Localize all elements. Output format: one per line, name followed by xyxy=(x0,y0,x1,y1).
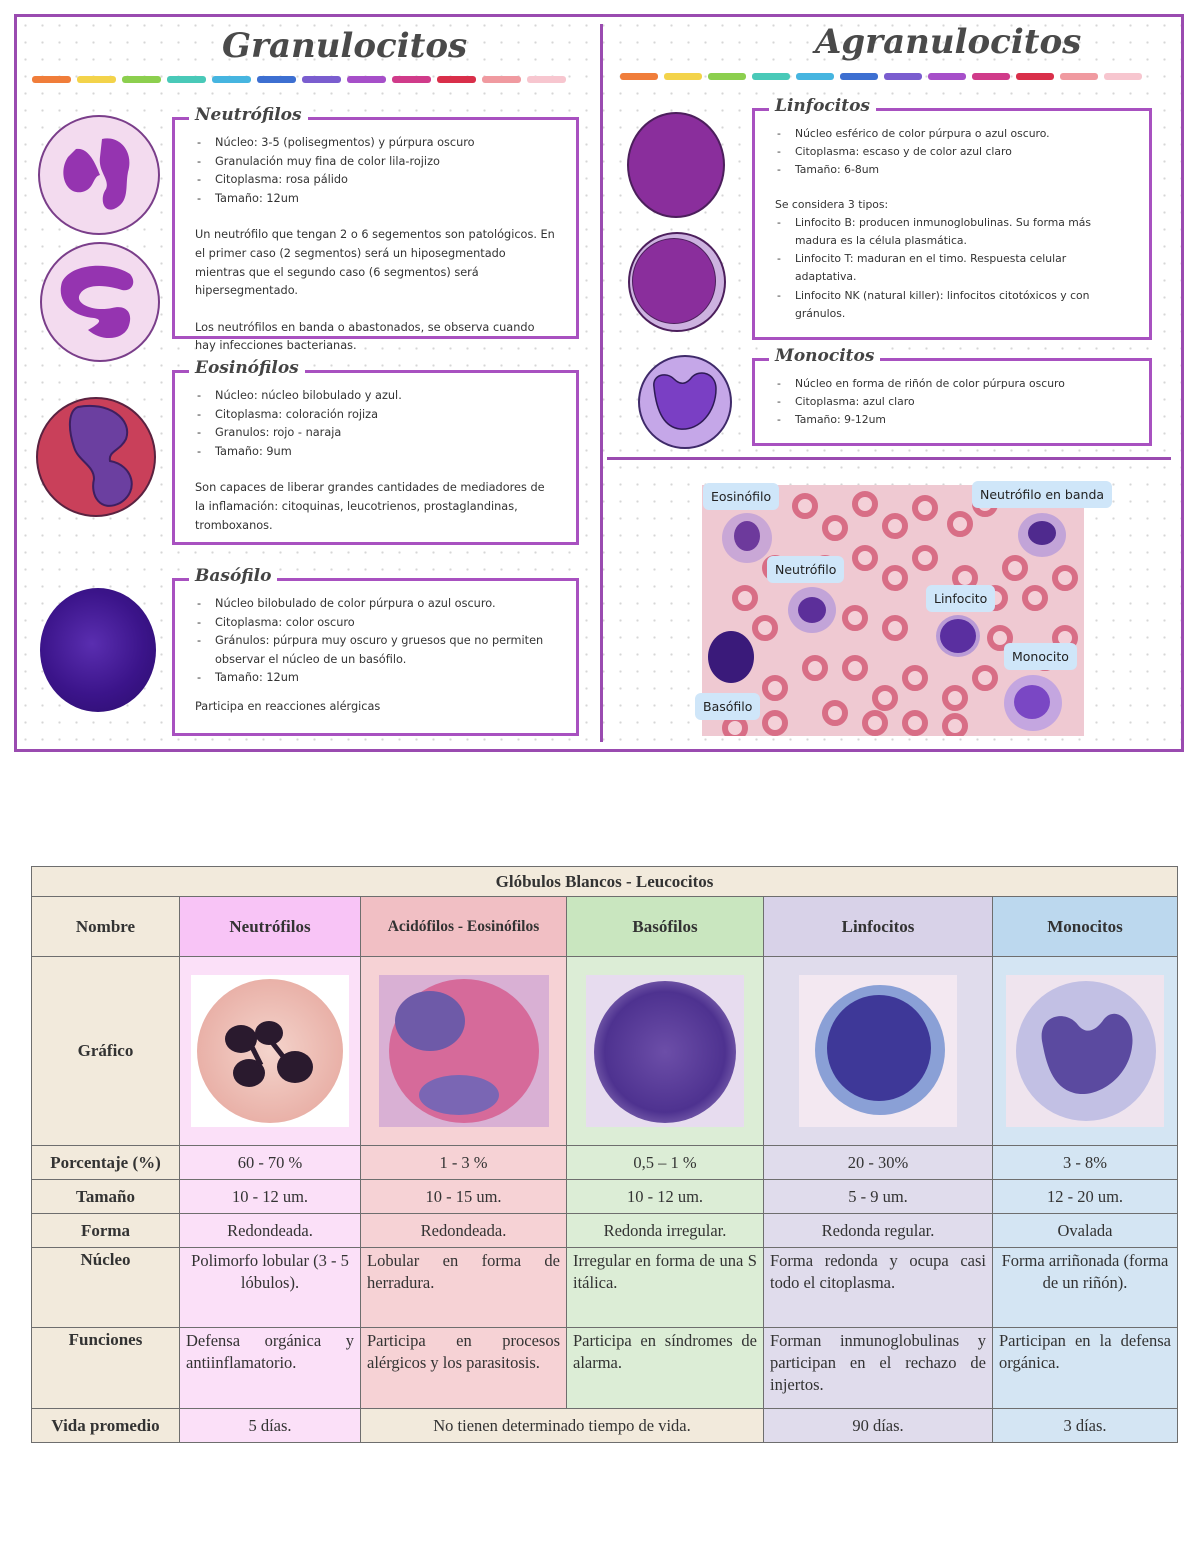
color-strip-segment xyxy=(752,73,790,80)
red-blood-cell xyxy=(822,515,848,541)
basofilo-subtitle: Basófilo xyxy=(189,567,277,586)
color-strip-segment xyxy=(620,73,658,80)
color-strip-segment xyxy=(664,73,702,80)
red-blood-cell xyxy=(972,665,998,691)
color-strip-segment xyxy=(437,76,476,83)
red-blood-cell xyxy=(862,710,888,736)
section-divider xyxy=(607,457,1171,460)
linfocitos-item: - Citoplasma: escaso y de color azul claro xyxy=(775,143,1131,161)
eosinofilos-item: - Tamaño: 9um xyxy=(195,443,558,462)
red-blood-cell xyxy=(792,493,818,519)
vida-neutrofilos: 5 días. xyxy=(180,1409,361,1443)
row-label-forma: Forma xyxy=(32,1214,180,1248)
monocitos-subtitle: Monocitos xyxy=(769,347,880,365)
label-neutrofilo-banda: Neutrófilo en banda xyxy=(972,481,1112,508)
basophil-cell xyxy=(708,631,754,683)
basofilo-item: - Núcleo bilobulado de color púrpura o azul oscuro. xyxy=(195,595,558,614)
basofilo-paragraph: Participa en reacciones alérgicas xyxy=(195,699,381,713)
red-blood-cell xyxy=(942,685,968,711)
color-strip-segment xyxy=(884,73,922,80)
table-row-tamano xyxy=(32,1180,1178,1214)
red-blood-cell xyxy=(912,545,938,571)
color-strip-segment xyxy=(527,76,566,83)
linfocitos-box xyxy=(752,96,1152,340)
color-strip-segment xyxy=(257,76,296,83)
eosinofilos-paragraph: Son capaces de liberar grandes cantidades de mediadores de la inflamación: citoquinas, leucotrienos, prostaglandinas, tromboxanos. xyxy=(195,481,545,532)
basofilo-box xyxy=(172,566,579,736)
row-label-grafico: Gráfico xyxy=(32,957,180,1146)
red-blood-cell xyxy=(822,700,848,726)
basofilo-item: - Citoplasma: color oscuro xyxy=(195,614,558,633)
leucocitos-table xyxy=(31,866,1178,1443)
red-blood-cell xyxy=(842,655,868,681)
grafico-monocito xyxy=(993,957,1178,1146)
nucleo-basofilos: Irregular en forma de una S itálica. xyxy=(567,1248,764,1328)
red-blood-cell xyxy=(1002,555,1028,581)
porcentaje-neutrofilos: 60 - 70 % xyxy=(180,1146,361,1180)
row-label-vida: Vida promedio xyxy=(32,1409,180,1443)
neutrofilos-paragraph-2: Los neutrófilos en banda o abastonados, se observa cuando hay infecciones bacterianas. xyxy=(195,320,535,353)
label-monocito: Monocito xyxy=(1004,643,1077,670)
red-blood-cell xyxy=(882,615,908,641)
row-label-porcentaje: Porcentaje (%) xyxy=(32,1146,180,1180)
row-label-tamano: Tamaño xyxy=(32,1180,180,1214)
linfocitos-item: - Tamaño: 6-8um xyxy=(775,161,1131,179)
porcentaje-linfocitos: 20 - 30% xyxy=(764,1146,993,1180)
tamano-neutrofilos: 10 - 12 um. xyxy=(180,1180,361,1214)
funciones-basofilos: Participa en síndromes de alarma. xyxy=(567,1328,764,1409)
eosinofilo-illustration xyxy=(36,397,156,517)
neutrofilos-paragraph: Un neutrófilo que tengan 2 o 6 segementos son patológicos. En el primer caso (2 segmentos) será un hiposegmentado mientras que el segundo caso (6 segmentos) será hipersegmentado. xyxy=(195,228,555,298)
neutrophil-cell xyxy=(788,587,836,633)
color-strip-segment xyxy=(1060,73,1098,80)
eosinofilos-item: - Granulos: rojo - naraja xyxy=(195,424,558,443)
color-strip-segment xyxy=(32,76,71,83)
basofilo-item: - Tamaño: 12um xyxy=(195,669,558,688)
monocito-illustration xyxy=(638,355,732,449)
nucleo-eosinofilos: Lobular en forma de herradura. xyxy=(361,1248,567,1328)
neutrofilo-banda-illustration xyxy=(40,242,160,362)
header-eosinofilos: Acidófilos - Eosinófilos xyxy=(361,897,567,957)
red-blood-cell xyxy=(852,491,878,517)
table-row-forma xyxy=(32,1214,1178,1248)
funciones-monocitos: Participan en la defensa orgánica. xyxy=(993,1328,1178,1409)
color-strip-segment xyxy=(708,73,746,80)
linfocitos-type: - Linfocito T: maduran en el timo. Respuesta celular adaptativa. xyxy=(775,250,1131,286)
color-strip-segment xyxy=(347,76,386,83)
linfocitos-intro: Se considera 3 tipos: xyxy=(775,197,889,211)
color-strip-segment xyxy=(167,76,206,83)
basofilo-item: - Gránulos: púrpura muy oscuro y gruesos que no permiten observar el núcleo de un basófilo. xyxy=(195,632,558,669)
label-linfocito: Linfocito xyxy=(926,585,995,612)
table-row-grafico xyxy=(32,957,1178,1146)
red-blood-cell xyxy=(842,605,868,631)
linfocitos-item: - Núcleo esférico de color púrpura o azul oscuro. xyxy=(775,125,1131,143)
table-caption: Glóbulos Blancos - Leucocitos xyxy=(32,867,1178,897)
nucleo-monocitos: Forma arriñonada (forma de un riñón). xyxy=(993,1248,1178,1328)
lymphocyte-cell xyxy=(936,615,980,657)
color-strip-segment xyxy=(840,73,878,80)
red-blood-cell xyxy=(947,511,973,537)
monocyte-cell xyxy=(1004,675,1062,731)
vida-linfocitos: 90 días. xyxy=(764,1409,993,1443)
red-blood-cell xyxy=(942,713,968,736)
monocitos-item: - Citoplasma: azul claro xyxy=(775,393,1131,411)
linfocitos-type: - Linfocito NK (natural killer): linfocitos citotóxicos y con gránulos. xyxy=(775,287,1131,323)
porcentaje-monocitos: 3 - 8% xyxy=(993,1146,1178,1180)
red-blood-cell xyxy=(762,710,788,736)
nucleo-linfocitos: Forma redonda y ocupa casi todo el citoplasma. xyxy=(764,1248,993,1328)
forma-linfocitos: Redonda regular. xyxy=(764,1214,993,1248)
color-strip-segment xyxy=(972,73,1010,80)
color-strip-segment xyxy=(212,76,251,83)
eosinophil-cell xyxy=(722,513,772,563)
neutrofilo-illustration xyxy=(38,115,160,235)
funciones-eosinofilos: Participa en procesos alérgicos y los parasitosis. xyxy=(361,1328,567,1409)
color-strip-segment xyxy=(482,76,521,83)
color-strip-segment xyxy=(302,76,341,83)
grafico-neutrofilo xyxy=(180,957,361,1146)
red-blood-cell xyxy=(802,655,828,681)
forma-eosinofilos: Redondeada. xyxy=(361,1214,567,1248)
color-strip-segment xyxy=(392,76,431,83)
table-row-funciones xyxy=(32,1328,1178,1409)
linfocitos-subtitle: Linfocitos xyxy=(769,97,876,115)
nucleo-neutrofilos: Polimorfo lobular (3 - 5 lóbulos). xyxy=(180,1248,361,1328)
label-basofilo: Basófilo xyxy=(695,693,760,720)
porcentaje-basofilos: 0,5 – 1 % xyxy=(567,1146,764,1180)
red-blood-cell xyxy=(902,665,928,691)
tamano-eosinofilos: 10 - 15 um. xyxy=(361,1180,567,1214)
red-blood-cell xyxy=(902,710,928,736)
color-strip-segment xyxy=(1016,73,1054,80)
porcentaje-eosinofilos: 1 - 3 % xyxy=(361,1146,567,1180)
vida-eosinofilos-basofilos: No tienen determinado tiempo de vida. xyxy=(361,1409,764,1443)
column-divider xyxy=(600,24,603,742)
tamano-linfocitos: 5 - 9 um. xyxy=(764,1180,993,1214)
eosinofilos-item: - Núcleo: núcleo bilobulado y azul. xyxy=(195,387,558,406)
red-blood-cell xyxy=(872,685,898,711)
table-row-nucleo xyxy=(32,1248,1178,1328)
red-blood-cell xyxy=(732,585,758,611)
neutrofilos-item: - Granulación muy fina de color lila-rojizo xyxy=(195,153,558,172)
red-blood-cell xyxy=(912,495,938,521)
red-blood-cell xyxy=(882,513,908,539)
grafico-linfocito xyxy=(764,957,993,1146)
linfocitos-type: - Linfocito B: producen inmunoglobulinas. Su forma más madura es la célula plasmática. xyxy=(775,214,1131,250)
color-strip-right xyxy=(620,73,1142,80)
neutrofilos-item: - Núcleo: 3-5 (polisegmentos) y púrpura oscuro xyxy=(195,134,558,153)
eosinofilos-subtitle: Eosinófilos xyxy=(189,359,305,378)
color-strip-segment xyxy=(796,73,834,80)
table-row-vida xyxy=(32,1409,1178,1443)
forma-monocitos: Ovalada xyxy=(993,1214,1178,1248)
red-blood-cell xyxy=(752,615,778,641)
red-blood-cell xyxy=(1052,565,1078,591)
tamano-basofilos: 10 - 12 um. xyxy=(567,1180,764,1214)
agranulocitos-title: Agranulocitos xyxy=(815,22,1082,62)
grafico-basofilo xyxy=(567,957,764,1146)
red-blood-cell xyxy=(762,675,788,701)
neutrofilos-subtitle: Neutrófilos xyxy=(189,106,308,125)
tamano-monocitos: 12 - 20 um. xyxy=(993,1180,1178,1214)
label-eosinofilo: Eosinófilo xyxy=(703,483,779,510)
grafico-eosinofilo xyxy=(361,957,567,1146)
header-neutrofilos: Neutrófilos xyxy=(180,897,361,957)
granulocitos-title: Granulocitos xyxy=(222,26,468,66)
header-basofilos: Basófilos xyxy=(567,897,764,957)
linfocito-illustration xyxy=(627,112,725,218)
red-blood-cell xyxy=(882,565,908,591)
monocitos-item: - Tamaño: 9-12um xyxy=(775,411,1131,429)
color-strip-segment xyxy=(77,76,116,83)
color-strip-left xyxy=(32,76,566,83)
color-strip-segment xyxy=(928,73,966,80)
forma-basofilos: Redonda irregular. xyxy=(567,1214,764,1248)
forma-neutrofilos: Redondeada. xyxy=(180,1214,361,1248)
vida-monocitos: 3 días. xyxy=(993,1409,1178,1443)
neutrofilos-item: - Tamaño: 12um xyxy=(195,190,558,209)
color-strip-segment xyxy=(122,76,161,83)
funciones-linfocitos: Forman inmunoglobulinas y participan en el rechazo de injertos. xyxy=(764,1328,993,1409)
eosinofilos-box xyxy=(172,358,579,545)
table-header-row xyxy=(32,897,1178,957)
funciones-neutrofilos: Defensa orgánica y antiinflamatorio. xyxy=(180,1328,361,1409)
color-strip-segment xyxy=(1104,73,1142,80)
label-neutrofilo: Neutrófilo xyxy=(767,556,844,583)
header-monocitos: Monocitos xyxy=(993,897,1178,957)
monocitos-box xyxy=(752,346,1152,446)
red-blood-cell xyxy=(1022,585,1048,611)
eosinofilos-item: - Citoplasma: coloración rojiza xyxy=(195,406,558,425)
row-label-nucleo: Núcleo xyxy=(32,1248,180,1328)
monocitos-item: - Núcleo en forma de riñón de color púrpura oscuro xyxy=(775,375,1131,393)
neutrofilos-item: - Citoplasma: rosa pálido xyxy=(195,171,558,190)
row-label-funciones: Funciones xyxy=(32,1328,180,1409)
linfocito-illustration-2 xyxy=(628,232,726,332)
neutrofilos-box xyxy=(172,105,579,353)
basofilo-illustration xyxy=(40,588,156,712)
band-neutrophil-cell xyxy=(1018,513,1066,557)
red-blood-cell xyxy=(852,545,878,571)
header-nombre: Nombre xyxy=(32,897,180,957)
header-linfocitos: Linfocitos xyxy=(764,897,993,957)
table-row-porcentaje xyxy=(32,1146,1178,1180)
